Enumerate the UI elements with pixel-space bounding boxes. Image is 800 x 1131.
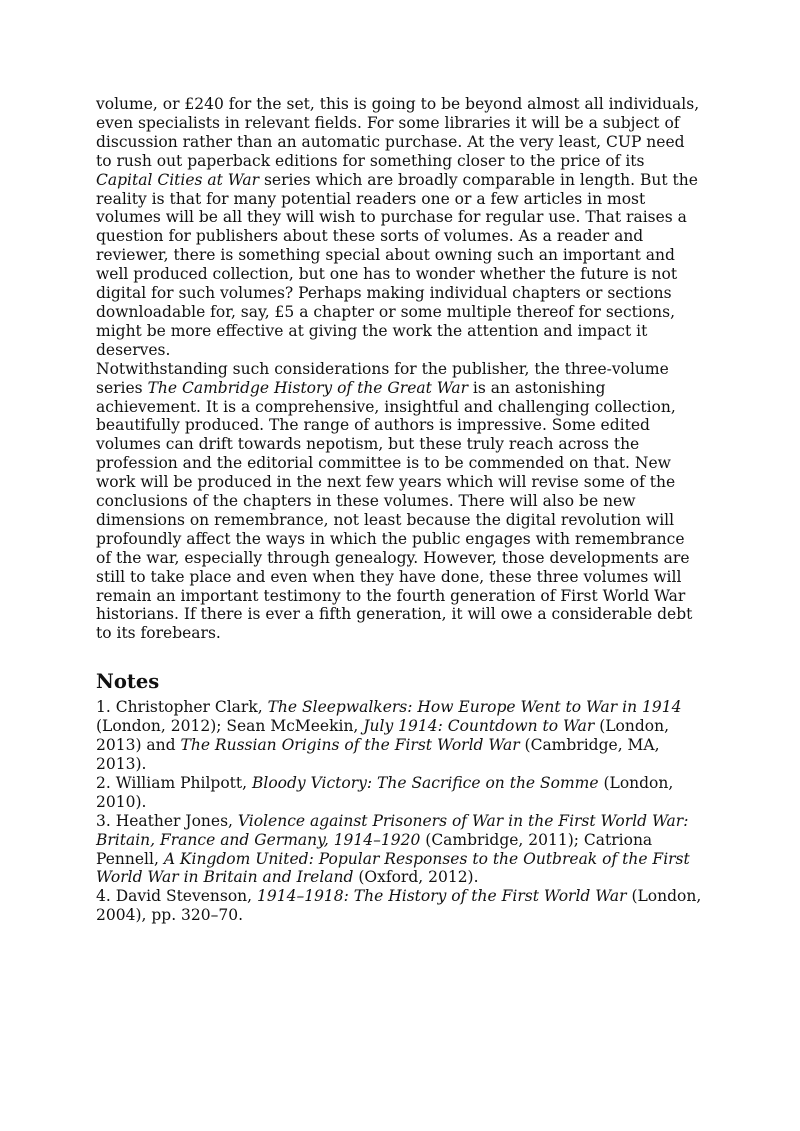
body-text — [96, 95, 704, 643]
italic-title: July 1914: Countdown to War — [363, 717, 595, 736]
text-run: 4. David Stevenson, — [96, 887, 258, 906]
text-run: 1. Christopher Clark, — [96, 698, 268, 717]
text-run: (Cambridge, 2011); Catriona Pennell, — [96, 830, 653, 868]
notes-list — [96, 698, 704, 925]
body-paragraph — [96, 95, 704, 360]
italic-title: The Sleepwalkers: How Europe Went to War in 1914 — [267, 698, 682, 717]
italic-title: 1914–1918: The History of the First World War — [257, 887, 627, 906]
text-run: 2. William Philpott, — [96, 773, 252, 792]
note-item — [96, 887, 704, 925]
text-run: (London, 2004), pp. 320–70. — [96, 887, 702, 925]
text-run: (London, 2012); Sean McMeekin, — [96, 717, 364, 736]
italic-title: The Cambridge History of the Great War — [147, 378, 468, 397]
document-page — [96, 95, 704, 925]
note-item — [96, 812, 704, 888]
italic-title: A Kingdom United: Popular Responses to the Outbreak of the First World War in Britain and Ireland — [96, 849, 690, 887]
italic-title: The Russian Origins of the First World War — [180, 736, 520, 755]
text-run: (Cambridge, MA, 2013). — [96, 736, 660, 773]
notes-heading: Notes — [96, 670, 160, 694]
italic-title: Bloody Victory: The Sacrifice on the Somme — [251, 773, 599, 792]
italic-title: Violence against Prisoners of War in the First World War: Britain, France and Germany, 1914–1920 — [96, 811, 689, 849]
text-run: is an astonishing achievement. It is a comprehensive, insightful and challenging collection, beautifully produced. The range of authors is impressive. Some edited volumes can drift towards nepotism, but these truly reach across the profession and the editorial committee is to be commended on that. New work will be produced in the next few years which will revise some of the conclusions of the chapters in these volumes. There will also be new dimensions on remembrance, not least because the digital revolution will profoundly affect the ways in which the public engages with remembrance of the war, especially through genealogy. However, those developments are still to take place and even when they have done, these three volumes will remain an important testimony to the fourth generation of First World War historians. If there is ever a fifth generation, it will owe a considerable debt to its forebears. — [96, 378, 693, 643]
body-paragraph — [96, 360, 704, 644]
text-run: volume, or £240 for the set, this is going to be beyond almost all individuals, even specialists in relevant fields. For some libraries it will be a subject of discussion rather than an automatic purchase. At the very least, CUP need to rush out paperback editions for something closer to the price of its — [96, 95, 700, 170]
italic-title: Capital Cities at War — [96, 170, 260, 189]
text-run: (Oxford, 2012). — [353, 868, 479, 887]
note-item — [96, 698, 704, 774]
text-run: 3. Heather Jones, — [96, 811, 238, 830]
note-item — [96, 774, 704, 812]
text-run: (London, 2010). — [96, 773, 674, 811]
text-run: Notwithstanding such considerations for the publisher, the three-volume series — [96, 359, 669, 397]
text-run: series which are broadly comparable in length. But the reality is that for many potential readers one or a few articles in most volumes will be all they will wish to purchase for regular use. That raises a question for publishers about these sorts of volumes. As a reader and reviewer, there is something special about owning such an important and well produced collection, but one has to wonder whether the future is not digital for such volumes? Perhaps making individual chapters or sections downloadable for, say, £5 a chapter or some multiple thereof for sections, might be more effective at giving the work the attention and impact it deserves. — [96, 170, 698, 359]
text-run: (London, 2013) and — [96, 717, 670, 755]
